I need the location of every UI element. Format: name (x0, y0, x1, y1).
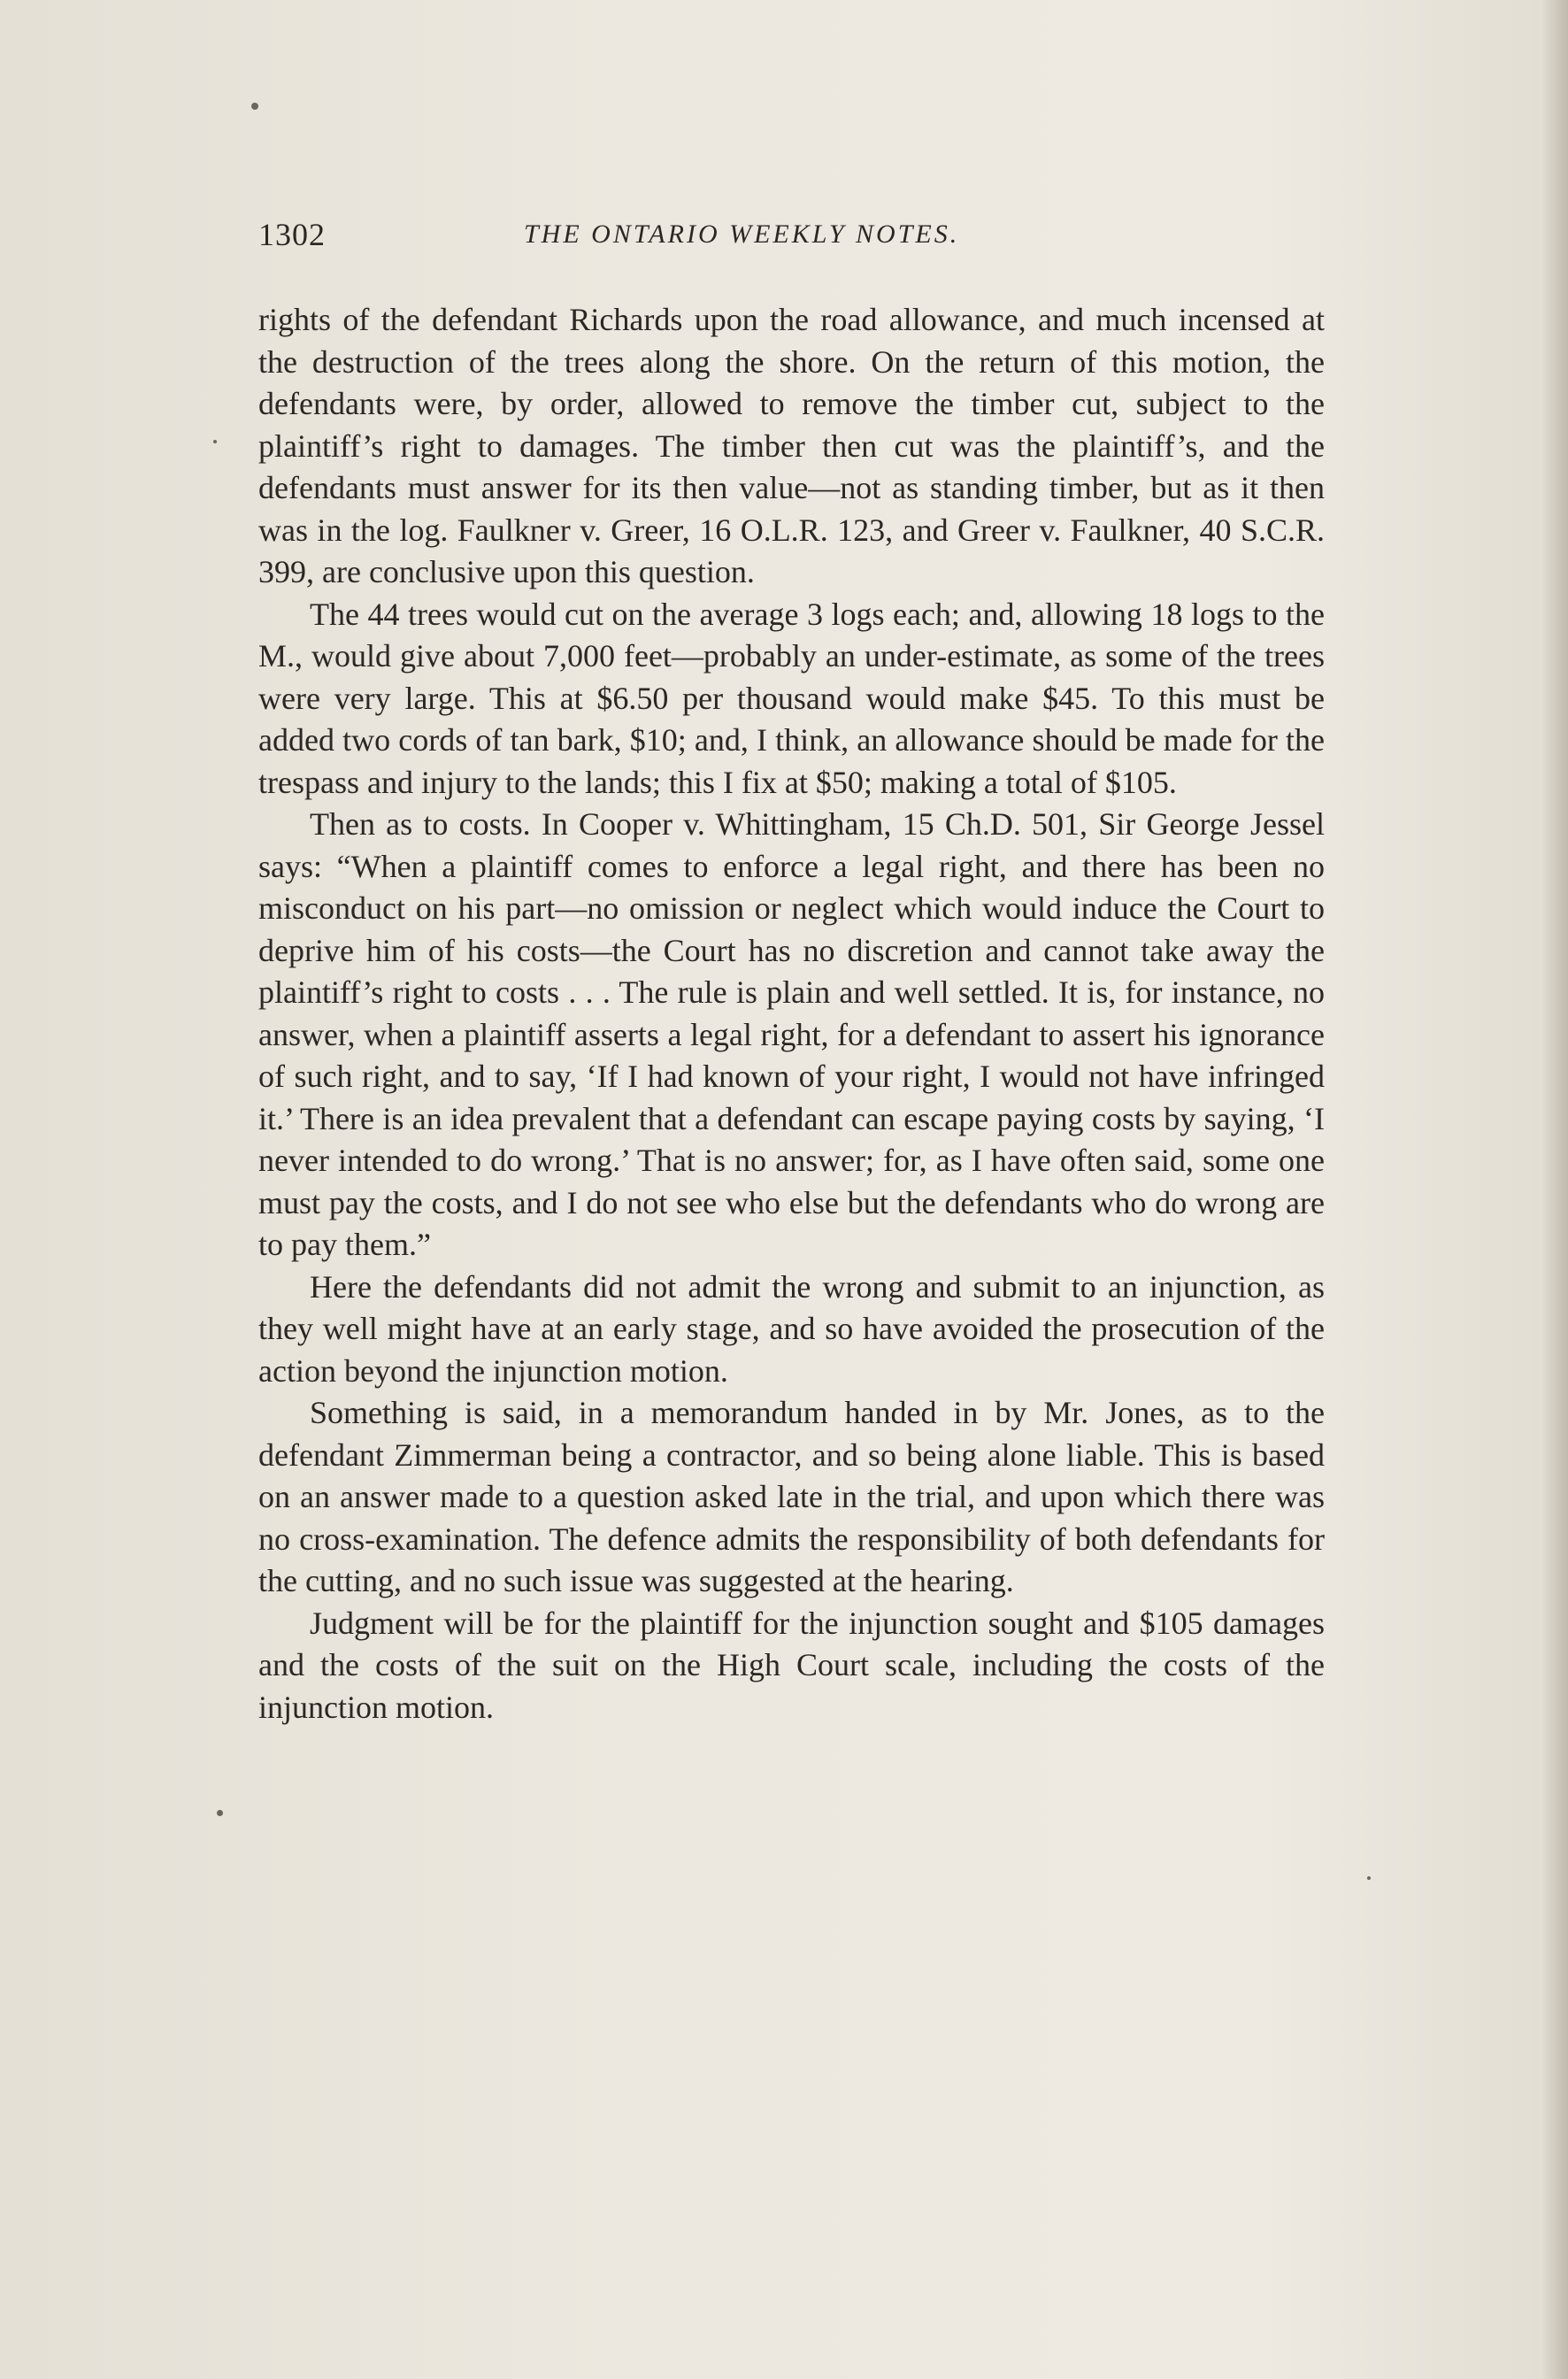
page-number: 1302 (258, 217, 326, 252)
paragraph-injunction: Here the defendants did not admit the wrong and submit to an injunction, as they well might have at an early stage, and so have avoided the prosecution of the action beyond the injunction motion. (258, 1268, 1325, 1389)
paragraph-judgment: Judgment will be for the plaintiff for the injunction sought and $105 damages and the costs of the suit on the High Court scale, including the costs of the injunction motion. (258, 1605, 1325, 1725)
page-edge-shadow (1541, 0, 1568, 2379)
running-head: THE ONTARIO WEEKLY NOTES. (524, 219, 960, 249)
paper-speck (213, 440, 217, 443)
body-text (258, 299, 1325, 1728)
paper-speck (217, 1810, 223, 1816)
paragraph-memorandum: Something is said, in a memorandum handed in by Mr. Jones, as to the defendant Zimmerman being a contractor, and so being alone liable. This is based on an answer made to a question asked late in the trial, and upon which there was no cross-examination. The defence admits the responsibility of both defendants for the cutting, and no such issue was suggested at the hearing. (258, 1395, 1325, 1598)
page-header (258, 212, 1320, 266)
paragraph-damages-calculation: The 44 trees would cut on the average 3 logs each; and, allowing 18 logs to the M., would give about 7,000 feet—probably an under-estimate, as some of the trees were very large. This at $6.50 per thousand would make $45. To this must be added two cords of tan bark, $10; and, I think, an allowance should be made for the trespass and injury to the lands; this I fix at $50; making a total of $105. (258, 596, 1325, 800)
paragraph-costs-quotation: Then as to costs. In Cooper v. Whittingham, 15 Ch.D. 501, Sir George Jessel says: “When a plaintiff comes to enforce a legal right, and there has been no misconduct on his part—no omission or neglect which would induce the Court to deprive him of his costs—the Court has no discretion and cannot take away the plaintiff’s right to costs . . . The rule is plain and well settled. It is, for instance, no answer, when a plaintiff asserts a legal right, for a defendant to assert his ignorance of such right, and to say, ‘If I had known of your right, I would not have infringed it.’ There is an idea prevalent that a defendant can escape paying costs by saying, ‘I never intended to do wrong.’ That is no answer; for, as I have often said, some one must pay the costs, and I do not see who else but the defendants who do wrong are to pay them.” (258, 806, 1325, 1262)
paper-speck (251, 103, 258, 110)
paper-speck (1367, 1876, 1371, 1880)
paragraph-continued: rights of the defendant Richards upon the road allowance, and much incensed at the destruction of the trees along the shore. On the return of this motion, the defendants were, by order, allowed to remove the timber cut, subject to the plaintiff’s right to damages. The timber then cut was the plaintiff’s, and the defendants must answer for its then value—not as standing timber, but as it then was in the log. Faulkner v. Greer, 16 O.L.R. 123, and Greer v. Faulkner, 40 S.C.R. 399, are conclusive upon this question. (258, 302, 1325, 589)
